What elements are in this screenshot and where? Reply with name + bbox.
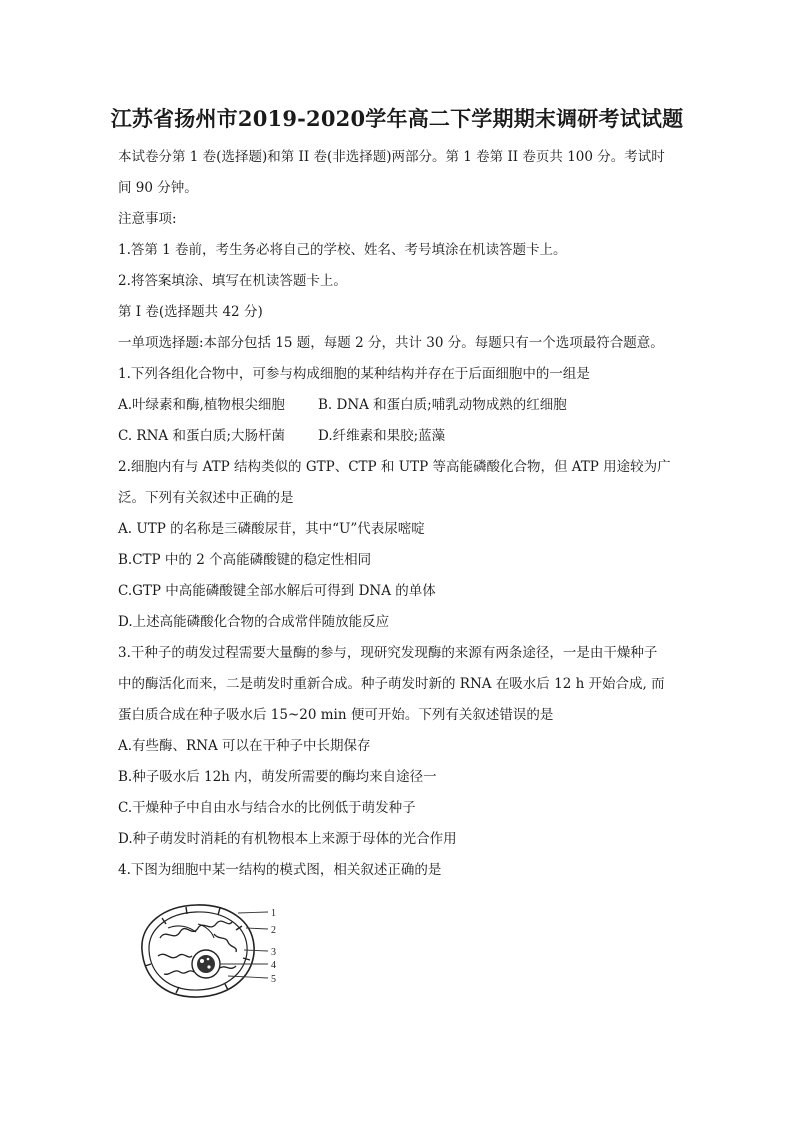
question-3-stem-line-1: 3.干种子的萌发过程需要大量酶的参与，现研究发现酶的来源有两条途径，一是由干燥种子: [118, 645, 658, 661]
question-2-stem-line-2: 泛。下列有关叙述中正确的是: [118, 490, 294, 506]
section-heading: 第 I 卷(选择题共 42 分): [118, 304, 263, 320]
nucleus-diagram: [128, 898, 288, 1008]
intro-line-1: 本试卷分第 1 卷(选择题)和第 II 卷(非选择题)两部分。第 1 卷第 II 卷页共 100 分。考试时: [118, 149, 665, 165]
notes-heading: 注意事项:: [118, 211, 177, 227]
question-1-stem: 1.下列各组化合物中，可参与构成细胞的某种结构并存在于后面细胞中的一组是: [118, 366, 590, 382]
page-title: 江苏省扬州市2019-2020学年高二下学期期末调研考试试题: [110, 106, 684, 131]
question-2-option-b: B.CTP 中的 2 个高能磷酸键的稳定性相同: [118, 552, 372, 568]
intro-line-2: 间 90 分钟。: [118, 180, 198, 196]
question-1-option-b: B. DNA 和蛋白质;哺乳动物成熟的红细胞: [318, 397, 567, 413]
question-2-option-c: C.GTP 中高能磷酸键全部水解后可得到 DNA 的单体: [118, 583, 436, 599]
section-instruction: 一单项选择题:本部分包括 15 题，每题 2 分，共计 30 分。每题只有一个选项最符合题意。: [118, 335, 664, 351]
question-3-option-b: B.种子吸水后 12h 内，萌发所需要的酶均来自途径一: [118, 769, 437, 785]
question-3-stem-line-2: 中的酶活化而来，二是萌发时重新合成。种子萌发时新的 RNA 在吸水后 12 h 开始合成, 而: [118, 676, 665, 692]
diagram-label-1: 1: [271, 908, 276, 919]
diagram-label-3: 3: [271, 947, 276, 958]
question-1-option-c: C. RNA 和蛋白质;大肠杆菌: [118, 428, 285, 444]
question-2-stem-line-1: 2.细胞内有与 ATP 结构类似的 GTP、CTP 和 UTP 等高能磷酸化合物，但 ATP 用途较为广: [118, 459, 671, 475]
question-2-option-a: A. UTP 的名称是三磷酸尿苷，其中“U”代表尿嘧啶: [118, 521, 425, 537]
question-3-stem-line-3: 蛋白质合成在种子吸水后 15~20 min 便可开始。下列有关叙述错误的是: [118, 707, 554, 723]
notes-item-2: 2.将答案填涂、填写在机读答题卡上。: [118, 273, 347, 289]
question-2-option-d: D.上述高能磷酸化合物的合成常伴随放能反应: [118, 614, 390, 630]
question-3-option-c: C.干燥种子中自由水与结合水的比例低于萌发种子: [118, 800, 416, 816]
inner-membrane: [149, 912, 247, 990]
question-4-stem: 4.下图为细胞中某一结构的模式图，相关叙述正确的是: [118, 862, 442, 878]
diagram-label-4: 4: [271, 960, 276, 971]
notes-item-1: 1.答第 1 卷前，考生务必将自己的学校、姓名、考号填涂在机读答题卡上。: [118, 242, 567, 258]
diagram-label-5: 5: [271, 974, 276, 985]
question-3-option-d: D.种子萌发时消耗的有机物根本上来源于母体的光合作用: [118, 831, 457, 847]
question-1-option-d: D.纤维素和果胶;蓝藻: [318, 428, 446, 444]
diagram-label-2: 2: [271, 925, 276, 936]
question-1-option-a: A.叶绿素和酶,植物根尖细胞: [118, 397, 285, 413]
question-3-option-a: A.有些酶、RNA 可以在干种子中长期保存: [118, 738, 371, 754]
outer-membrane: [142, 905, 254, 997]
